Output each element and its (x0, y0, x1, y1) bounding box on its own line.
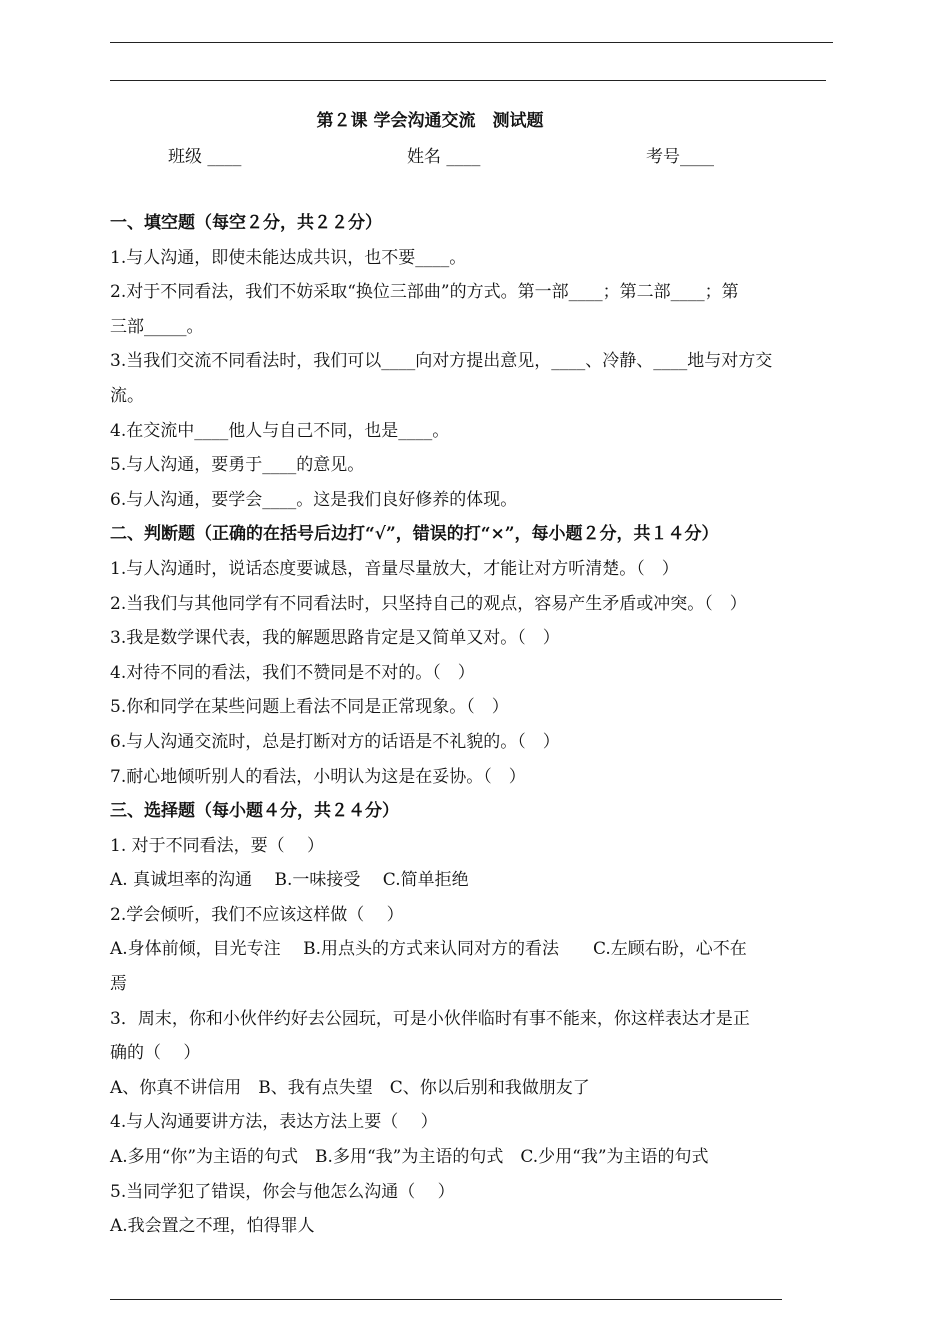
question-line: 1. 对于不同看法，要（ ） (110, 835, 325, 856)
question-line: 三部_____。 (110, 316, 204, 337)
question-body (110, 206, 845, 1244)
question-line: A.身体前倾，目光专注 B.用点头的方式来认同对方的看法 C.左顾右盼，心不在 (110, 939, 747, 960)
question-line: 5.当同学犯了错误，你会与他怎么沟通（ ） (110, 1181, 455, 1202)
question-line: A.我会置之不理，怕得罪人 (110, 1216, 315, 1237)
section-heading: 三、选择题（每小题４分，共２４分） (110, 801, 399, 822)
footer-rule (110, 1299, 782, 1300)
question-line: 2.学会倾听，我们不应该这样做（ ） (110, 904, 404, 925)
header-rule-second (110, 80, 826, 81)
question-line: A.多用“你”为主语的句式 B.多用“我”为主语的句式 C.少用“我”为主语的句式 (110, 1147, 709, 1168)
question-line: 流。 (110, 385, 144, 406)
question-line: 6.与人沟通，要学会____。这是我们良好修养的体现。 (110, 489, 518, 510)
question-line: 3.我是数学课代表，我的解题思路肯定是又简单又对。（ ） (110, 628, 560, 649)
question-line: A、你真不讲信用 B、我有点失望 C、你以后别和我做朋友了 (110, 1077, 590, 1098)
section-heading: 二、判断题（正确的在括号后边打“√”，错误的打“×”，每小题２分，共１４分） (110, 524, 719, 545)
question-line: 6.与人沟通交流时，总是打断对方的话语是不礼貌的。（ ） (110, 731, 560, 752)
question-line: 确的（ ） (110, 1043, 201, 1064)
exam-number-label: 考号____ (646, 147, 714, 167)
question-line: 2.对于不同看法，我们不妨采取“换位三部曲”的方式。第一部____；第二部____；第 (110, 282, 739, 303)
question-line: 焉 (110, 974, 127, 995)
question-line: 4.在交流中____他人与自己不同，也是____。 (110, 420, 450, 441)
question-line: 5.与人沟通，要勇于____的意见。 (110, 455, 365, 476)
question-line: 5.你和同学在某些问题上看法不同是正常现象。（ ） (110, 697, 509, 718)
page-title: 第２课 学会沟通交流 测试题 (316, 111, 544, 131)
question-line: 1.与人沟通时，说话态度要诚恳，音量尽量放大，才能让对方听清楚。（ ） (110, 558, 679, 579)
question-line: 4.与人沟通要讲方法，表达方法上要（ ） (110, 1112, 438, 1133)
question-line: 2.当我们与其他同学有不同看法时，只坚持自己的观点，容易产生矛盾或冲突。（ ） (110, 593, 747, 614)
question-line: A. 真诚坦率的沟通 B.一味接受 C.简单拒绝 (110, 870, 469, 891)
header-rule-top (110, 42, 833, 43)
question-line: 3.当我们交流不同看法时，我们可以____向对方提出意见，____、冷静、____地与对方交 (110, 351, 773, 372)
question-line: 3．周末，你和小伙伴约好去公园玩，可是小伙伴临时有事不能来，你这样表达才是正 (110, 1008, 750, 1029)
name-field-label: 姓名 ____ (407, 147, 481, 167)
section-heading: 一、填空题（每空２分，共２２分） (110, 213, 382, 233)
question-line: 1.与人沟通，即使未能达成共识，也不要____。 (110, 247, 467, 268)
question-line: 7.耐心地倾听别人的看法，小明认为这是在妥协。（ ） (110, 766, 526, 787)
question-line: 4.对待不同的看法，我们不赞同是不对的。（ ） (110, 662, 475, 683)
class-field-label: 班级 ____ (168, 147, 242, 167)
